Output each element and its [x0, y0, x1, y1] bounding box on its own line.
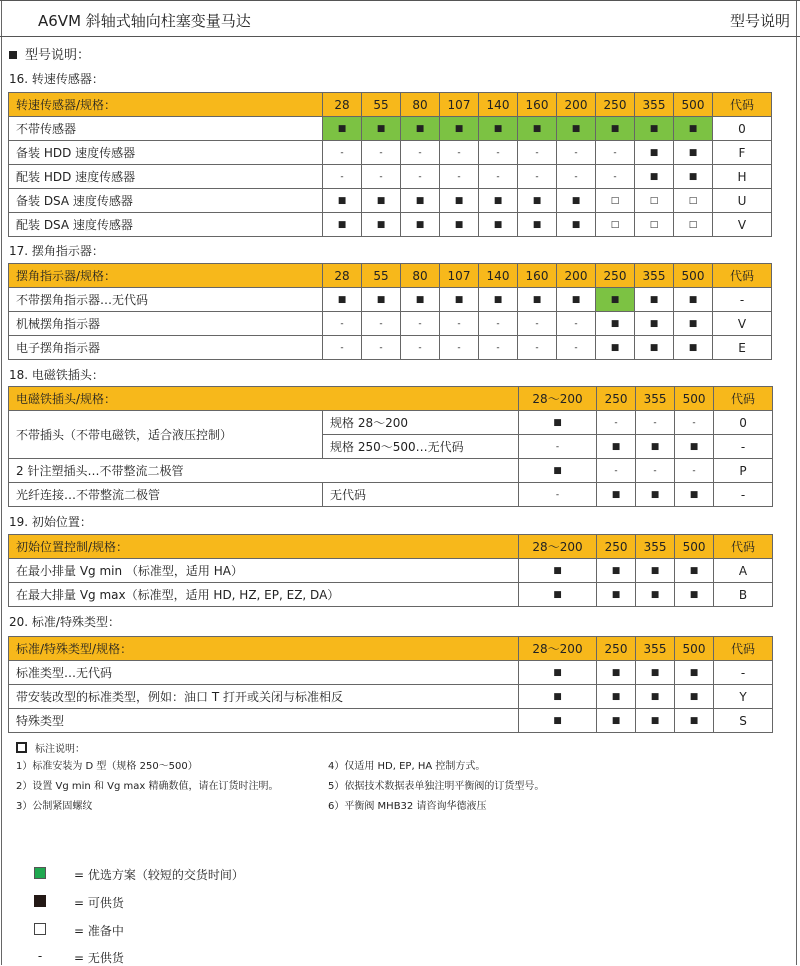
available-mark: ■	[635, 141, 674, 165]
available-mark: ■	[362, 288, 401, 312]
header-size: 160	[518, 264, 557, 288]
available-mark: ■	[323, 189, 362, 213]
available-mark: ■	[479, 213, 518, 237]
not-available-mark: -	[323, 165, 362, 189]
row-label: 不带插头（不带电磁铁，适合液压控制）	[9, 411, 323, 459]
section-title: 17. 摆角指示器：	[9, 244, 104, 258]
not-available-mark: -	[557, 165, 596, 189]
option-table	[8, 386, 773, 507]
in-preparation-mark: □	[674, 213, 713, 237]
table-row	[9, 583, 773, 607]
available-mark: ■	[519, 709, 597, 733]
available-mark: ■	[518, 288, 557, 312]
note-item: 6）平衡阀 MHB32 请咨询华德液压	[328, 801, 487, 812]
available-mark: ■	[674, 288, 713, 312]
option-table	[8, 92, 772, 237]
available-mark: ■	[323, 213, 362, 237]
not-available-mark: -	[440, 312, 479, 336]
not-available-mark: -	[519, 435, 597, 459]
available-mark: ■	[636, 709, 675, 733]
not-available-mark: -	[636, 411, 675, 435]
header-size: 355	[636, 387, 675, 411]
section-title: 18. 电磁铁插头：	[9, 368, 104, 382]
order-code: B	[714, 583, 773, 607]
not-available-mark: -	[401, 165, 440, 189]
table-row	[9, 709, 773, 733]
header-size: 500	[674, 264, 713, 288]
available-mark: ■	[674, 312, 713, 336]
note-item: 4）仅适用 HD, EP, HA 控制方式。	[328, 761, 486, 772]
available-mark: ■	[596, 288, 635, 312]
order-code: E	[713, 336, 772, 360]
available-mark: ■	[519, 685, 597, 709]
note-item: 5）依据技术数据表单独注明平衡阀的订货型号。	[328, 781, 545, 792]
available-mark: ■	[675, 685, 714, 709]
available-mark: ■	[636, 483, 675, 507]
not-available-mark: -	[597, 459, 636, 483]
available-mark: ■	[675, 435, 714, 459]
option-table	[8, 636, 773, 733]
header-size: 160	[518, 93, 557, 117]
available-mark: ■	[519, 459, 597, 483]
available-mark: ■	[635, 165, 674, 189]
available-mark: ■	[675, 559, 714, 583]
header-size: 355	[636, 637, 675, 661]
available-mark: ■	[675, 709, 714, 733]
not-available-mark: -	[519, 483, 597, 507]
available-mark: ■	[635, 336, 674, 360]
empty-square-icon	[34, 923, 46, 935]
not-available-mark: -	[323, 141, 362, 165]
available-mark: ■	[323, 288, 362, 312]
not-available-mark: -	[518, 141, 557, 165]
available-mark: ■	[674, 141, 713, 165]
table-row	[9, 141, 772, 165]
available-mark: ■	[479, 288, 518, 312]
not-available-mark: -	[596, 141, 635, 165]
header-size: 55	[362, 93, 401, 117]
header-size: 200	[557, 93, 596, 117]
order-code: -	[714, 483, 773, 507]
header-size: 140	[479, 93, 518, 117]
available-mark: ■	[401, 117, 440, 141]
available-mark: ■	[440, 288, 479, 312]
table-row	[9, 483, 773, 507]
table-header-row	[9, 535, 773, 559]
not-available-mark: -	[479, 141, 518, 165]
table-row	[9, 117, 772, 141]
header-size: 250	[597, 637, 636, 661]
table-header-row	[9, 93, 772, 117]
row-label: 电子摆角指示器	[9, 336, 323, 360]
header-size: 107	[440, 264, 479, 288]
available-mark: ■	[596, 336, 635, 360]
row-label: 带安装改型的标准类型，例如：油口 T 打开或关闭与标准相反	[9, 685, 519, 709]
available-mark: ■	[674, 336, 713, 360]
not-available-mark: -	[675, 459, 714, 483]
row-label: 标准类型…无代码	[9, 661, 519, 685]
table-row	[9, 559, 773, 583]
not-available-mark: -	[362, 336, 401, 360]
header-size: 107	[440, 93, 479, 117]
not-available-mark: -	[440, 165, 479, 189]
in-preparation-mark: □	[635, 213, 674, 237]
order-code: V	[713, 312, 772, 336]
available-mark: ■	[440, 213, 479, 237]
header-size: 250	[597, 535, 636, 559]
header-size: 28	[323, 93, 362, 117]
not-available-mark: -	[596, 165, 635, 189]
not-available-mark: -	[440, 336, 479, 360]
row-label: 备装 DSA 速度传感器	[9, 189, 323, 213]
header-size: 140	[479, 264, 518, 288]
available-mark: ■	[519, 583, 597, 607]
option-table	[8, 534, 773, 607]
order-code: P	[714, 459, 773, 483]
available-mark: ■	[557, 213, 596, 237]
available-mark: ■	[635, 288, 674, 312]
table-row	[9, 459, 773, 483]
note-item: 2）设置 Vg min 和 Vg max 精确数值，请在订货时注明。	[16, 781, 279, 792]
note-item: 1）标准安装为 D 型（规格 250～500）	[16, 761, 198, 772]
notes-title: 标注说明：	[35, 744, 85, 755]
order-code: 0	[714, 411, 773, 435]
available-mark: ■	[636, 661, 675, 685]
not-available-mark: -	[675, 411, 714, 435]
available-mark: ■	[479, 189, 518, 213]
not-available-mark: -	[479, 336, 518, 360]
not-available-mark: -	[479, 312, 518, 336]
not-available-mark: -	[557, 336, 596, 360]
not-available-mark: -	[518, 312, 557, 336]
section-title: 20. 标准/特殊类型：	[9, 615, 120, 629]
order-code: 0	[713, 117, 772, 141]
available-mark: ■	[362, 213, 401, 237]
available-mark: ■	[519, 661, 597, 685]
not-available-mark: -	[518, 165, 557, 189]
available-mark: ■	[518, 213, 557, 237]
header-label: 转速传感器/规格：	[9, 93, 323, 117]
document-title: A6VM 斜轴式轴向柱塞变量马达	[38, 12, 251, 30]
available-mark: ■	[440, 189, 479, 213]
available-mark: ■	[635, 312, 674, 336]
row-label: 在最大排量 Vg max（标准型，适用 HD, HZ, EP, EZ, DA）	[9, 583, 519, 607]
header-size: 28～200	[519, 387, 597, 411]
available-mark: ■	[597, 435, 636, 459]
available-mark: ■	[401, 189, 440, 213]
table-row	[9, 165, 772, 189]
available-mark: ■	[519, 411, 597, 435]
available-mark: ■	[597, 685, 636, 709]
table-row	[9, 213, 772, 237]
row-label: 在最小排量 Vg min （标准型，适用 HA）	[9, 559, 519, 583]
in-preparation-mark: □	[674, 189, 713, 213]
order-code: Y	[714, 685, 773, 709]
header-size: 28～200	[519, 637, 597, 661]
not-available-mark: -	[557, 312, 596, 336]
available-mark: ■	[597, 583, 636, 607]
in-preparation-mark: □	[596, 213, 635, 237]
available-mark: ■	[362, 117, 401, 141]
available-mark: ■	[597, 661, 636, 685]
not-available-mark: -	[362, 312, 401, 336]
header-size: 355	[635, 264, 674, 288]
header-size: 28	[323, 264, 362, 288]
header-size: 500	[675, 535, 714, 559]
row-label: 光纤连接…不带整流二极管	[9, 483, 323, 507]
not-available-mark: -	[401, 312, 440, 336]
heading-text: 型号说明：	[25, 48, 91, 63]
header-size: 80	[401, 264, 440, 288]
available-mark: ■	[597, 559, 636, 583]
row-label: 不带传感器	[9, 117, 323, 141]
table-row	[9, 336, 772, 360]
available-mark: ■	[596, 312, 635, 336]
header-size: 28～200	[519, 535, 597, 559]
note-box-icon	[16, 742, 27, 753]
header-code: 代码	[714, 637, 773, 661]
table-header-row	[9, 387, 773, 411]
not-available-mark: -	[401, 141, 440, 165]
note-item: 3）公制紧固螺纹	[16, 801, 93, 812]
not-available-mark: -	[597, 411, 636, 435]
not-available-mark: -	[479, 165, 518, 189]
green-square-icon	[34, 867, 46, 879]
header-size: 250	[597, 387, 636, 411]
header-code: 代码	[714, 535, 773, 559]
available-mark: ■	[518, 189, 557, 213]
table-row	[9, 661, 773, 685]
order-code: -	[714, 661, 773, 685]
page-header	[0, 0, 800, 37]
row-sublabel: 规格 250～500…无代码	[323, 435, 519, 459]
header-label: 初始位置控制/规格：	[9, 535, 519, 559]
option-table	[8, 263, 772, 360]
header-size: 500	[675, 387, 714, 411]
not-available-mark: -	[362, 165, 401, 189]
section-title: 型号说明	[729, 12, 790, 30]
available-mark: ■	[362, 189, 401, 213]
header-size: 500	[675, 637, 714, 661]
table-row	[9, 288, 772, 312]
row-label: 不带摆角指示器…无代码	[9, 288, 323, 312]
header-size: 355	[636, 535, 675, 559]
header-code: 代码	[713, 264, 772, 288]
order-code: H	[713, 165, 772, 189]
order-code: U	[713, 189, 772, 213]
available-mark: ■	[597, 483, 636, 507]
available-mark: ■	[479, 117, 518, 141]
not-available-mark: -	[636, 459, 675, 483]
header-size: 250	[596, 264, 635, 288]
order-code: -	[714, 435, 773, 459]
order-code: -	[713, 288, 772, 312]
dash-icon: -	[37, 949, 43, 963]
order-code: F	[713, 141, 772, 165]
available-mark: ■	[401, 213, 440, 237]
table-row	[9, 189, 772, 213]
not-available-mark: -	[362, 141, 401, 165]
row-label: 配装 HDD 速度传感器	[9, 165, 323, 189]
row-label: 2 针注塑插头…不带整流二极管	[9, 459, 519, 483]
bullet-square-icon	[9, 51, 17, 59]
in-preparation-mark: □	[596, 189, 635, 213]
available-mark: ■	[674, 117, 713, 141]
header-size: 80	[401, 93, 440, 117]
available-mark: ■	[323, 117, 362, 141]
header-label: 摆角指示器/规格：	[9, 264, 323, 288]
table-header-row	[9, 264, 772, 288]
header-size: 55	[362, 264, 401, 288]
available-mark: ■	[557, 288, 596, 312]
available-mark: ■	[597, 709, 636, 733]
available-mark: ■	[675, 483, 714, 507]
table-header-row	[9, 637, 773, 661]
header-size: 200	[557, 264, 596, 288]
available-mark: ■	[635, 117, 674, 141]
not-available-mark: -	[401, 336, 440, 360]
row-label: 配装 DSA 速度传感器	[9, 213, 323, 237]
row-label: 机械摆角指示器	[9, 312, 323, 336]
row-sublabel: 规格 28～200	[323, 411, 519, 435]
page-heading	[9, 44, 90, 63]
row-label: 特殊类型	[9, 709, 519, 733]
available-mark: ■	[518, 117, 557, 141]
section-title: 16. 转速传感器：	[9, 72, 104, 86]
available-mark: ■	[675, 661, 714, 685]
table-row	[9, 685, 773, 709]
available-mark: ■	[401, 288, 440, 312]
header-label: 电磁铁插头/规格：	[9, 387, 519, 411]
available-mark: ■	[557, 117, 596, 141]
not-available-mark: -	[323, 336, 362, 360]
header-code: 代码	[713, 93, 772, 117]
available-mark: ■	[596, 117, 635, 141]
row-sublabel: 无代码	[323, 483, 519, 507]
available-mark: ■	[674, 165, 713, 189]
available-mark: ■	[636, 435, 675, 459]
not-available-mark: -	[323, 312, 362, 336]
not-available-mark: -	[518, 336, 557, 360]
available-mark: ■	[675, 583, 714, 607]
row-label: 备装 HDD 速度传感器	[9, 141, 323, 165]
available-mark: ■	[636, 685, 675, 709]
available-mark: ■	[440, 117, 479, 141]
header-size: 500	[674, 93, 713, 117]
header-size: 355	[635, 93, 674, 117]
table-row	[9, 411, 773, 435]
order-code: A	[714, 559, 773, 583]
available-mark: ■	[636, 583, 675, 607]
available-mark: ■	[519, 559, 597, 583]
section-title: 19. 初始位置：	[9, 515, 92, 529]
header-size: 250	[596, 93, 635, 117]
header-code: 代码	[714, 387, 773, 411]
not-available-mark: -	[440, 141, 479, 165]
not-available-mark: -	[557, 141, 596, 165]
header-label: 标准/特殊类型/规格：	[9, 637, 519, 661]
in-preparation-mark: □	[635, 189, 674, 213]
available-mark: ■	[636, 559, 675, 583]
available-mark: ■	[557, 189, 596, 213]
table-row	[9, 312, 772, 336]
filled-square-icon	[34, 895, 46, 907]
order-code: S	[714, 709, 773, 733]
order-code: V	[713, 213, 772, 237]
